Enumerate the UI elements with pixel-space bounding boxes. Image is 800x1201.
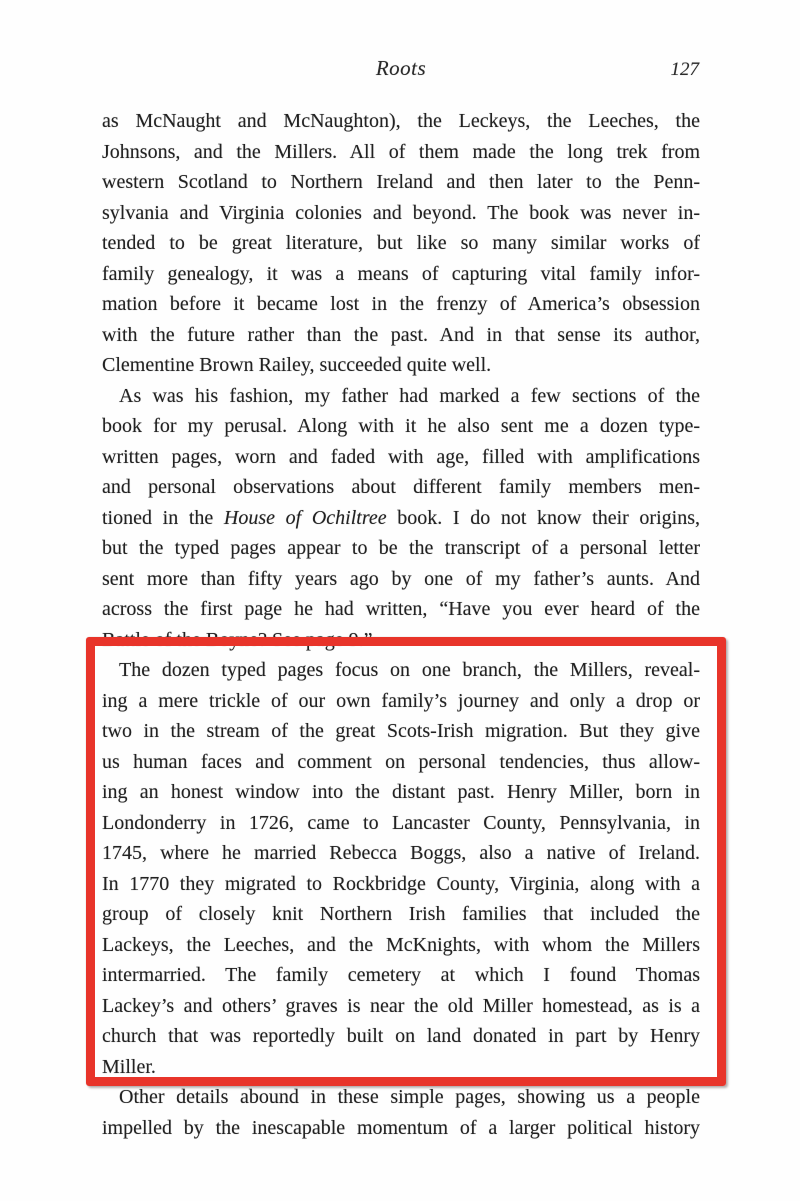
text-segment: Battle of the Boyne? See page 9.” bbox=[102, 628, 373, 651]
text-line bbox=[102, 594, 700, 625]
text-segment: In 1770 they migrated to Rockbridge County, Virginia, along with a bbox=[102, 872, 700, 895]
text-segment: ing a mere trickle of our own family’s journey and only a drop or bbox=[102, 689, 700, 712]
text-segment: book for my perusal. Along with it he also sent me a dozen type- bbox=[102, 415, 700, 437]
text-segment: us human faces and comment on personal tendencies, thus allow- bbox=[102, 750, 700, 773]
text-segment: As was his fashion, my father had marked a few sections of the bbox=[119, 384, 700, 407]
text-line bbox=[102, 564, 700, 595]
text-line bbox=[102, 503, 700, 534]
text-segment: group of closely knit Northern Irish families that included the bbox=[102, 903, 700, 925]
text-segment: with the future rather than the past. And in that sense its author, bbox=[102, 323, 700, 346]
text-segment: western Scotland to Northern Ireland and then later to the Penn- bbox=[102, 171, 700, 193]
text-line bbox=[102, 167, 700, 198]
text-segment: Lackeys, the Leeches, and the McKnights, with whom the Millers bbox=[102, 933, 700, 956]
text-segment: Other details abound in these simple pages, showing us a people bbox=[119, 1086, 700, 1108]
text-line bbox=[102, 259, 700, 290]
text-segment: Lackey’s and others’ graves is near the old Miller homestead, as is a bbox=[102, 994, 700, 1017]
text-segment: sylvania and Virginia colonies and beyond. The book was never in- bbox=[102, 201, 700, 224]
text-segment: as McNaught and McNaughton), the Leckeys, the Leeches, the bbox=[102, 110, 700, 132]
text-segment: across the first page he had written, “Have you ever heard of the bbox=[102, 598, 700, 620]
text-line bbox=[102, 533, 700, 564]
text-segment: but the typed pages appear to be the transcript of a personal letter bbox=[102, 537, 700, 559]
text-segment: Londonderry in 1726, came to Lancaster County, Pennsylvania, in bbox=[102, 811, 700, 834]
book-title-italic: House of Ochiltree bbox=[223, 506, 387, 529]
text-line bbox=[102, 198, 700, 229]
text-segment: mation before it became lost in the frenzy of America’s obsession bbox=[102, 293, 700, 315]
text-segment: written pages, worn and faded with age, filled with amplifications bbox=[102, 445, 700, 468]
text-line bbox=[102, 472, 700, 503]
text-segment: Miller. bbox=[102, 1055, 156, 1078]
highlight-annotation-box bbox=[86, 637, 726, 1086]
text-segment: intermarried. The family cemetery at which I found Thomas bbox=[102, 964, 700, 986]
text-segment: impelled by the inescapable momentum of a larger political history bbox=[102, 1116, 700, 1139]
text-segment: family genealogy, it was a means of capturing vital family infor- bbox=[102, 262, 700, 285]
text-line bbox=[102, 106, 700, 137]
text-line bbox=[102, 320, 700, 351]
running-title: Roots bbox=[375, 56, 427, 80]
text-line bbox=[102, 442, 700, 473]
text-line bbox=[102, 350, 700, 381]
text-segment: two in the stream of the great Scots-Irish migration. But they give bbox=[102, 720, 700, 742]
page-header bbox=[102, 56, 700, 84]
text-segment: church that was reportedly built on land donated in part by Henry bbox=[102, 1025, 700, 1047]
text-segment: ing an honest window into the distant past. Henry Miller, born in bbox=[102, 781, 700, 803]
text-line bbox=[102, 1113, 700, 1144]
text-segment: book. I do not know their origins, bbox=[386, 506, 700, 529]
text-segment: 1745, where he married Rebecca Boggs, also a native of Ireland. bbox=[102, 842, 700, 864]
text-line bbox=[102, 289, 700, 320]
text-line bbox=[102, 411, 700, 442]
text-segment: tended to be great literature, but like so many similar works of bbox=[102, 232, 700, 254]
text-line bbox=[102, 381, 700, 412]
text-segment: tioned in the bbox=[102, 506, 224, 529]
text-line bbox=[102, 228, 700, 259]
text-line bbox=[102, 137, 700, 168]
text-segment: Clementine Brown Railey, succeeded quite well. bbox=[102, 354, 492, 376]
page-number: 127 bbox=[670, 59, 699, 80]
text-segment: sent more than fifty years ago by one of my father’s aunts. And bbox=[102, 567, 700, 590]
text-segment: and personal observations about different family members men- bbox=[102, 476, 700, 498]
text-segment: The dozen typed pages focus on one branch, the Millers, reveal- bbox=[119, 659, 700, 681]
text-segment: Johnsons, and the Millers. All of them made the long trek from bbox=[102, 140, 700, 163]
text-line bbox=[102, 1082, 700, 1113]
